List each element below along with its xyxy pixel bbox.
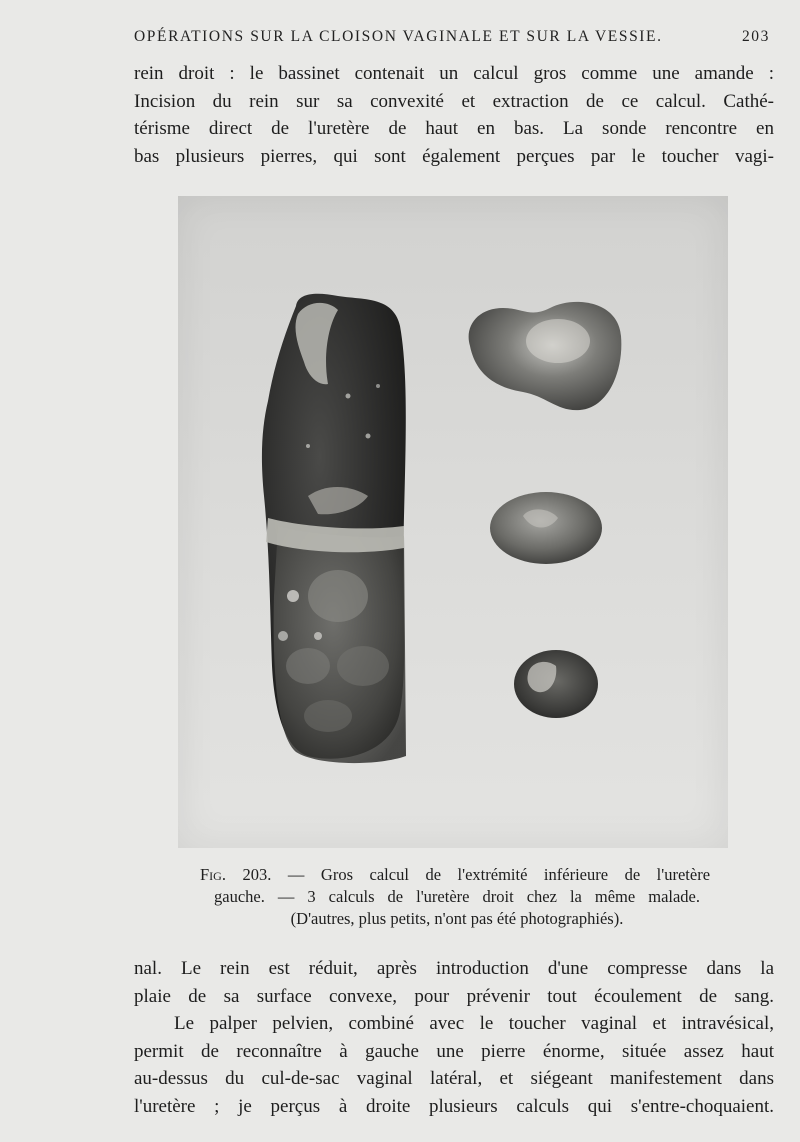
caption-text: — Gros calcul de l'extrémité inférieure de l'uretère [287, 865, 711, 884]
text-line: rein droit : le bassinet contenait un calcul gros comme une amande : [134, 63, 774, 84]
small-calculus-top [469, 302, 622, 410]
small-calculus-bottom [514, 650, 598, 718]
figure-caption-line-1 [200, 864, 710, 886]
text-line: permit de reconnaître à gauche une pierre énorme, située assez haut [134, 1040, 774, 1062]
text-line: Incision du rein sur sa convexité et extraction de ce calcul. Cathé- [134, 90, 774, 112]
figure-caption-line-3: (D'autres, plus petits, n'ont pas été photographiés). [290, 909, 624, 928]
text-line: térisme direct de l'uretère de haut en bas. La sonde rencontre en [134, 118, 774, 139]
large-calculus [262, 294, 406, 763]
paragraph-bottom [134, 955, 774, 1120]
text-line: bas plusieurs pierres, qui sont également perçues par le toucher vagi- [134, 145, 774, 167]
text-line: l'uretère ; je perçus à droite plusieurs calculs qui s'entre-choquaient. [134, 1095, 774, 1117]
figure-label: Fig. 203. [200, 865, 272, 884]
text-line: Le palper pelvien, combiné avec le toucher vaginal et intravésical, [174, 1013, 774, 1034]
small-calculus-middle [490, 492, 602, 564]
figure-photograph [178, 196, 728, 848]
text-line: nal. Le rein est réduit, après introduction d'une compresse dans la [134, 958, 774, 979]
running-header [134, 28, 770, 50]
calculi-photo [178, 196, 728, 848]
figure-caption-line-2: gauche. — 3 calculs de l'uretère droit chez la même malade. [214, 887, 700, 906]
page-number: 203 [741, 28, 770, 45]
text-line: au-dessus du cul-de-sac vaginal latéral, et siégeant manifestement dans [134, 1068, 774, 1089]
paragraph-top [134, 60, 774, 170]
running-title: OPÉRATIONS SUR LA CLOISON VAGINALE ET SUR LA VESSIE. [134, 28, 663, 45]
text-line: plaie de sa surface convexe, pour prévenir tout écoulement de sang. [134, 985, 774, 1007]
